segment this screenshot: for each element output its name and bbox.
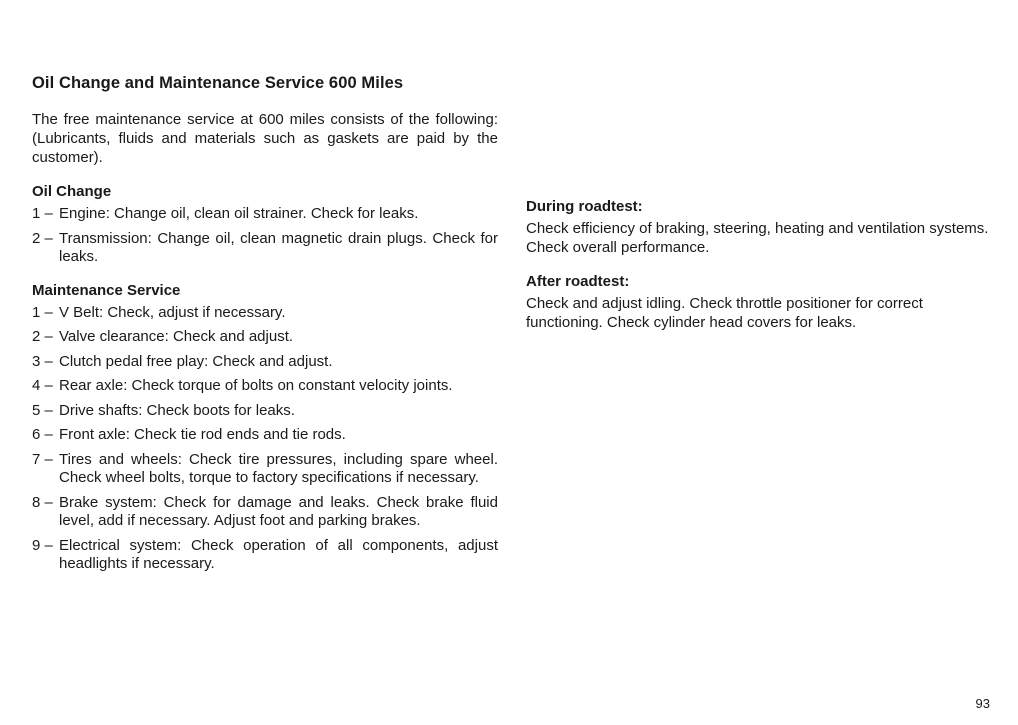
maintenance-service-section (32, 282, 498, 574)
item-text: Electrical system: Check operation of all components, adjust headlights if necessary. (59, 536, 498, 572)
list-item (32, 205, 498, 224)
item-text: Clutch pedal free play: Check and adjust. (59, 352, 333, 370)
list-item (32, 537, 498, 574)
item-number: 9 – (32, 536, 53, 554)
intro-paragraph: The free maintenance service at 600 miles consists of the following: (Lubricants, fluids and materials such as gaskets are paid by the customer). (32, 111, 498, 166)
item-number: 1 – (32, 205, 53, 222)
maintenance-service-heading: Maintenance Service (32, 281, 181, 299)
list-item (32, 304, 498, 323)
item-text: Valve clearance: Check and adjust. (59, 328, 294, 345)
item-text: Front axle: Check tie rod ends and tie rods. (59, 426, 346, 443)
item-text: Rear axle: Check torque of bolts on constant velocity joints. (59, 377, 453, 394)
item-text: V Belt: Check, adjust if necessary. (59, 303, 286, 321)
item-text: Brake system: Check for damage and leaks. Check brake fluid level, add if necessary. Adjust foot and parking brakes. (59, 493, 498, 529)
during-roadtest-section (526, 198, 992, 257)
item-text: Tires and wheels: Check tire pressures, including spare wheel. Check wheel bolts, torque to factory specifications if necessary. (59, 450, 498, 486)
list-item (32, 328, 498, 347)
left-column (32, 74, 498, 580)
item-number: 7 – (32, 450, 53, 468)
list-item (32, 451, 498, 488)
during-roadtest-text: Check efficiency of braking, steering, heating and ventilation systems. Check overall performance. (526, 220, 989, 256)
list-item (32, 230, 498, 267)
after-roadtest-text: Check and adjust idling. Check throttle positioner for correct functioning. Check cylinder head covers for leaks. (526, 295, 923, 331)
oil-change-section (32, 183, 498, 267)
item-number: 3 – (32, 352, 53, 370)
item-number: 8 – (32, 493, 53, 511)
item-number: 5 – (32, 401, 53, 419)
item-text: Drive shafts: Check boots for leaks. (59, 401, 295, 419)
item-number: 2 – (32, 229, 53, 247)
item-number: 6 – (32, 426, 53, 443)
list-item (32, 494, 498, 531)
maintenance-service-list (32, 304, 498, 574)
list-item (32, 377, 498, 396)
right-column (526, 198, 992, 348)
list-item (32, 402, 498, 421)
item-number: 4 – (32, 377, 53, 394)
list-item (32, 426, 498, 445)
item-number: 2 – (32, 328, 53, 345)
page-title: Oil Change and Maintenance Service 600 Miles (32, 74, 404, 92)
oil-change-heading: Oil Change (32, 183, 112, 200)
list-item (32, 353, 498, 372)
item-text: Transmission: Change oil, clean magnetic drain plugs. Check for leaks. (59, 229, 498, 265)
during-roadtest-heading: During roadtest: (526, 198, 643, 215)
item-text: Engine: Change oil, clean oil strainer. Check for leaks. (59, 205, 419, 222)
after-roadtest-section (526, 273, 992, 332)
oil-change-list (32, 205, 498, 267)
page-number: 93 (975, 696, 990, 711)
after-roadtest-heading: After roadtest: (526, 273, 630, 290)
item-number: 1 – (32, 303, 53, 321)
